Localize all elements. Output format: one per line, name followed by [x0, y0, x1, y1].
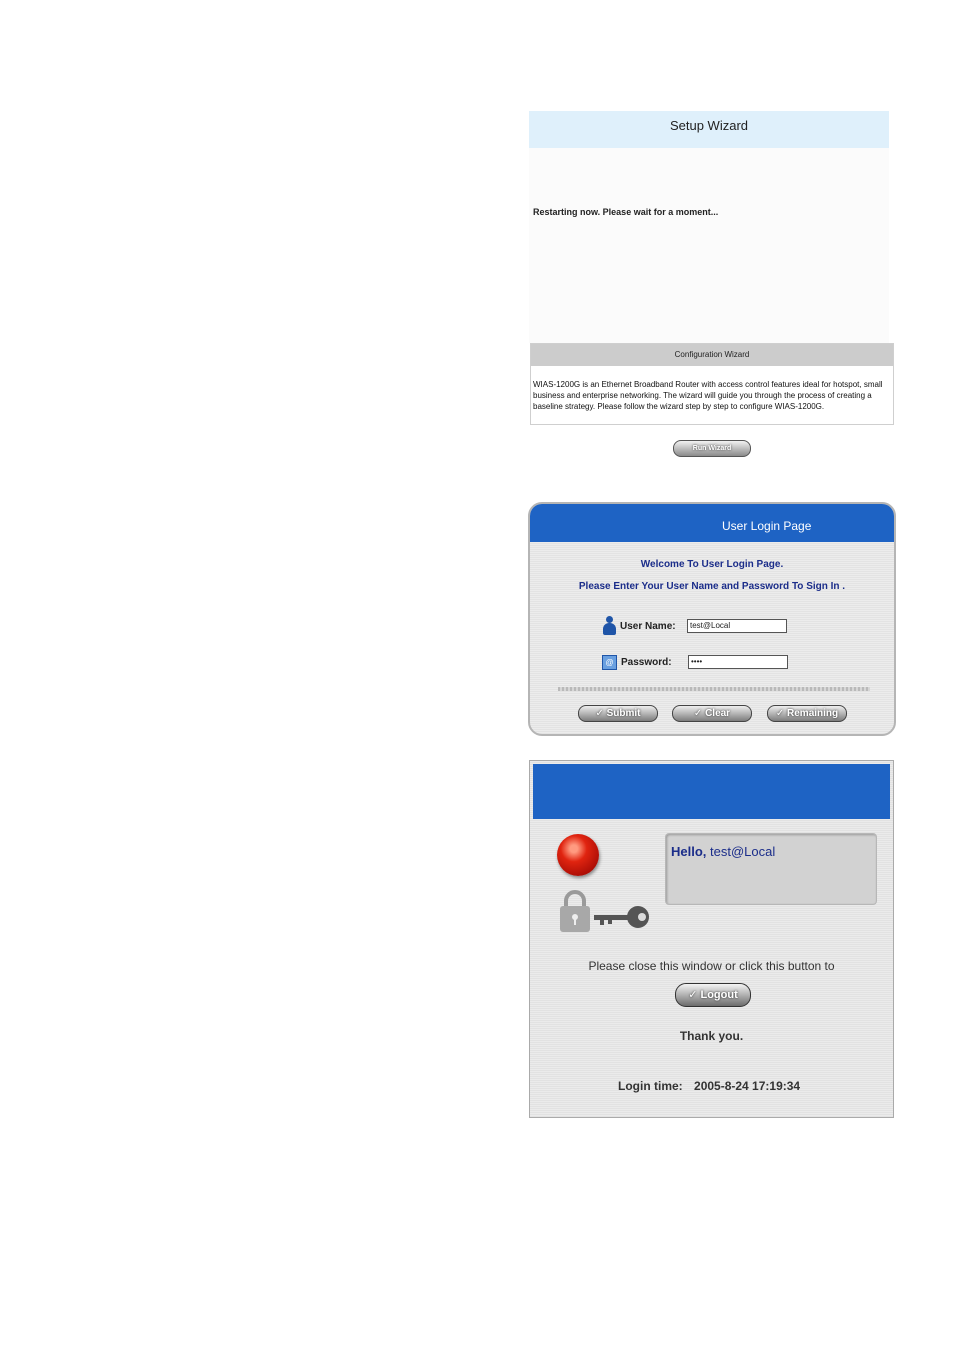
logged-in-header	[533, 764, 890, 819]
user-login-panel	[528, 502, 896, 736]
logged-in-panel	[529, 760, 894, 1118]
password-input[interactable]: ••••	[688, 655, 788, 669]
greeting-prefix: Hello,	[671, 844, 707, 859]
user-icon	[602, 616, 616, 636]
password-icon: @	[602, 655, 617, 670]
greeting-box	[665, 833, 877, 905]
password-row	[602, 652, 788, 672]
login-prompt-text: Please Enter Your User Name and Password To Sign In .	[578, 581, 846, 592]
close-window-message: Please close this window or click this button to	[588, 959, 835, 973]
login-welcome-text: Welcome To User Login Page.	[640, 559, 784, 570]
configuration-wizard-panel	[530, 343, 894, 425]
login-header	[530, 504, 894, 542]
password-label: Password:	[621, 656, 672, 668]
clear-button[interactable]: ✓ Clear	[672, 705, 752, 722]
login-time	[618, 1079, 800, 1093]
lock-key-icon	[558, 889, 653, 935]
username-input[interactable]: test@Local	[687, 619, 787, 633]
setup-wizard-title: Setup Wizard	[529, 111, 889, 148]
restart-message: Restarting now. Please wait for a moment...	[533, 207, 719, 217]
remaining-button[interactable]: ✓ Remaining	[767, 705, 847, 722]
thank-you-text: Thank you.	[679, 1029, 744, 1043]
username-row	[602, 616, 787, 636]
submit-button[interactable]: ✓ Submit	[578, 705, 658, 722]
login-title: User Login Page	[722, 519, 812, 533]
logout-button[interactable]: ✓ Logout	[675, 983, 751, 1007]
login-time-label: Login time:	[618, 1079, 683, 1093]
login-time-value: 2005-8-24 17:19:34	[694, 1079, 801, 1093]
greeting-user: test@Local	[710, 844, 776, 859]
configuration-wizard-description: WIAS-1200G is an Ethernet Broadband Router with access control features ideal for hotspot, small business and enterprise networking. The wizard will guide you through the process of creating a baseline strategy. Please follow the wizard step by step to configure WIAS-1200G.	[533, 380, 883, 411]
run-wizard-button[interactable]: Run Wizard	[673, 440, 751, 457]
login-divider	[558, 687, 870, 691]
setup-wizard-panel	[529, 111, 889, 343]
configuration-wizard-title: Configuration Wizard	[531, 344, 893, 366]
username-label: User Name:	[620, 620, 676, 632]
greeting-text	[671, 844, 775, 859]
red-orb-icon	[557, 834, 599, 876]
